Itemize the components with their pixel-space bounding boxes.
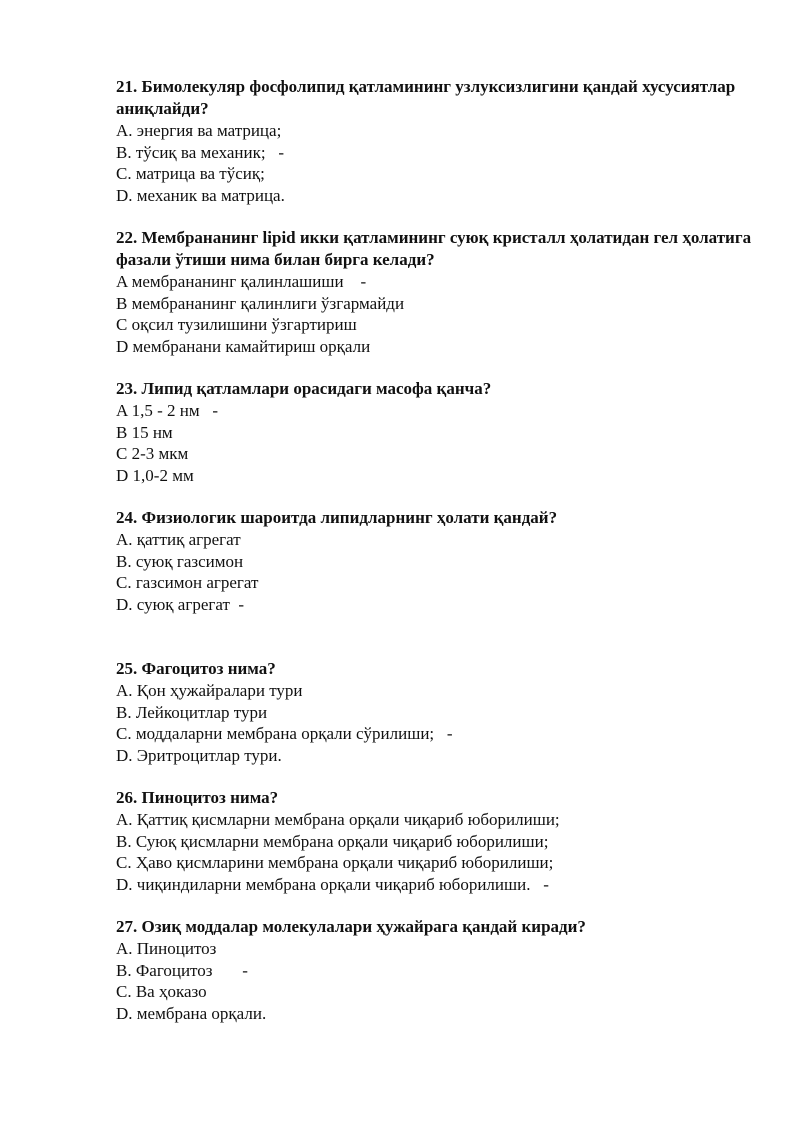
document-page bbox=[116, 76, 756, 1024]
answer-option-a: A. қаттиқ агрегат bbox=[116, 530, 241, 549]
answer-option-b: B 15 нм bbox=[116, 422, 173, 442]
question-24 bbox=[116, 507, 756, 615]
answer-option-d: D. мембрана орқали. bbox=[116, 1003, 267, 1023]
answer-option-c: C. Ва ҳоказо bbox=[116, 982, 207, 1001]
answer-option-c: C. Ҳаво қисмларини мембрана орқали чиқариб юборилиши; bbox=[116, 853, 554, 872]
answer-option-b: B. Лейкоцитлар тури bbox=[116, 702, 268, 722]
question-title: 23. Липид қатламлари орасидаги масофа қанча? bbox=[116, 379, 492, 398]
answer-option-b: B. Фагоцитоз - bbox=[116, 960, 248, 980]
answer-option-c: C оқсил тузилишини ўзгартириш bbox=[116, 315, 357, 334]
question-title: 21. Бимолекуляр фосфолипид қатламининг узлуксизлигини қандай хусусиятлар аниқлайди? bbox=[116, 77, 736, 118]
answer-option-a: A мембрананинг қалинлашиши - bbox=[116, 272, 367, 291]
answer-option-d: D 1,0-2 мм bbox=[116, 465, 194, 485]
answer-option-b: B. тўсиқ ва механик; - bbox=[116, 142, 285, 162]
answer-option-b: B мембрананинг қалинлиги ўзгармайди bbox=[116, 293, 405, 313]
answer-option-a: A. Пиноцитоз bbox=[116, 939, 217, 958]
answer-option-b: B. суюқ газсимон bbox=[116, 551, 244, 571]
spacer bbox=[116, 206, 756, 227]
answer-option-d: D. суюқ агрегат - bbox=[116, 594, 245, 614]
spacer bbox=[116, 357, 756, 378]
question-title: 24. Физиологик шароитда липидларнинг ҳолати қандай? bbox=[116, 508, 558, 527]
question-title: 26. Пиноцитоз нима? bbox=[116, 788, 279, 807]
question-title: 22. Мембрананинг lipid икки қатламининг суюқ кристалл ҳолатидан гел ҳолатига фазали ўтиши нима билан бирга келади? bbox=[116, 228, 752, 269]
spacer bbox=[116, 895, 756, 916]
question-title: 27. Озиқ моддалар молекулалари ҳужайрага қандай киради? bbox=[116, 917, 586, 936]
question-23 bbox=[116, 378, 756, 486]
answer-option-b: B. Суюқ қисмларни мембрана орқали чиқариб юборилиши; bbox=[116, 831, 549, 851]
spacer bbox=[116, 615, 756, 658]
answer-option-c: C. матрица ва тўсиқ; bbox=[116, 164, 265, 183]
question-26 bbox=[116, 787, 756, 895]
answer-option-a: A. Қон ҳужайралари тури bbox=[116, 681, 303, 700]
answer-option-d: D. Эритроцитлар тури. bbox=[116, 745, 282, 765]
spacer bbox=[116, 486, 756, 507]
answer-option-a: A 1,5 - 2 нм - bbox=[116, 401, 219, 420]
answer-option-c: C 2-3 мкм bbox=[116, 444, 189, 463]
answer-option-d: D. чиқиндиларни мембрана орқали чиқариб юборилиши. - bbox=[116, 874, 549, 894]
answer-option-a: A. Қаттиқ қисмларни мембрана орқали чиқариб юборилиши; bbox=[116, 810, 560, 829]
spacer bbox=[116, 766, 756, 787]
answer-option-d: D. механик ва матрица. bbox=[116, 185, 285, 205]
question-title: 25. Фагоцитоз нима? bbox=[116, 659, 276, 678]
answer-option-d: D мембранани камайтириш орқали bbox=[116, 336, 371, 356]
question-22 bbox=[116, 227, 756, 357]
answer-option-c: C. газсимон агрегат bbox=[116, 573, 259, 592]
question-21 bbox=[116, 76, 756, 206]
answer-option-a: A. энергия ва матрица; bbox=[116, 121, 282, 140]
question-27 bbox=[116, 916, 756, 1024]
answer-option-c: C. моддаларни мембрана орқали сўрилиши; - bbox=[116, 724, 453, 743]
question-25 bbox=[116, 658, 756, 766]
